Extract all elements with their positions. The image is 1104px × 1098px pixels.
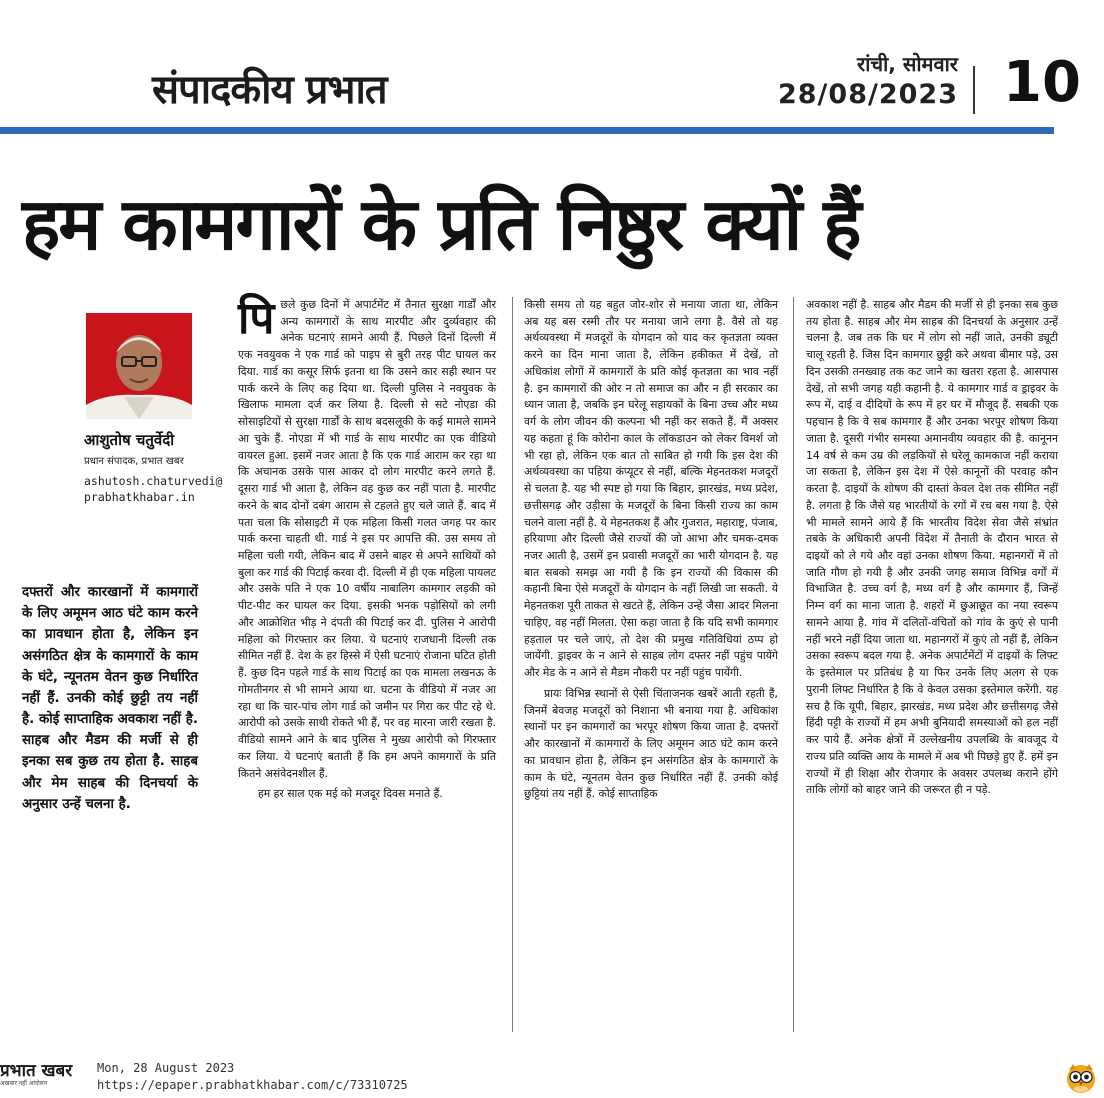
paragraph: छले कुछ दिनों में अपार्टमेंट में तैनात सुरक्षा गार्डों और अन्य कामगारों के साथ मारपीट और दुर्व्यवहार की अनेक घटनाएं सामने आयी हैं. पिछले दिनों दिल्ली में एक नवयुवक ने एक गार्ड को पाइप से बुरी तरह पीट घायल कर दिया. गार्ड का कसूर सिर्फ इतना था कि उसने कार सही स्थान पर पार्क करने के लिए कह दिया था. दिल्ली पुलिस ने नवयुवक के खिलाफ मामला दर्ज कर लिया है. दिल्ली से सटे नोएडा की सोसाइटियों से सुरक्षा गार्डों के साथ बदसलूकी के कई मामले सामने आ चुके हैं. नोएडा में भी गार्ड के साथ मारपीट का एक वीडियो वायरल हुआ. इसमें नजर आता है कि एक गार्ड आराम कर रहा था कि अचानक उसके पास आकर दो लोग मारपीट करने लगते हैं. दूसरा गार्ड भी आता है, लेकिन वह कुछ कर नहीं पाता है. मारपीट करने के बाद दोनों दबंग आराम से टहलते हुए चले जाते हैं. बाद में पता चला कि सोसाइटी में एक महिला किसी गलत जगह पर कार पार्क करना चाहती थी. गार्ड ने इस पर आपत्ति की. उस समय तो महिला चली गयी, लेकिन बाद में उसने बाहर से अपने साथियों को बुला कर गार्ड की पिटाई करवा दी. दिल्ली में ही एक महिला पायलट और उसके पति ने एक 10 वर्षीय नाबालिग कामगार लड़की को पीट-पीट कर घायल कर दिया. इसकी भनक पड़ोसियों को लगी और आक्रोशित भीड़ ने दंपती की पिटाई कर दी. पुलिस ने आरोपी महिला को गिरफ्तार कर लिया. ये घटनाएं राजधानी दिल्ली तक सीमित नहीं हैं. देश के हर हिस्से में ऐसी घटनाएं रोजाना घटित होती हैं. कुछ दिन पहले गार्ड के साथ पिटाई का एक मामला लखनऊ के गोमतीनगर से भी सामने आया था. घटना के वीडियो में नजर आ रहा था कि चार-पांच लोग गार्ड को जमीन पर गिरा कर पीट रहे थे. आरोपी को उसके साथी रोकते भी हैं, पर वह मारना जारी रखता है. वीडियो सामने आने के बाद पुलिस ने मुख्य आरोपी को गिरफ्तार कर लिया. ये घटनाएं बताती हैं कि हम अपने कामगारों के प्रति कितने असंवेदनशील हैं. <box>238 298 496 780</box>
author-email-line1: ashutosh.chaturvedi@ <box>84 474 223 488</box>
issue-date: 28/08/2023 <box>777 79 958 110</box>
logo-text: प्रभात खबर <box>0 1061 73 1081</box>
place-day: रांची, सोमवार <box>857 52 958 76</box>
footer-info <box>97 1060 408 1093</box>
author-name: आशुतोष चतुर्वेदी <box>84 431 175 449</box>
article-column-1 <box>238 293 496 803</box>
paragraph: अवकाश नहीं है. साहब और मैडम की मर्जी से ही इनका सब कुछ तय होता है. साहब और मेम साहब की दिनचर्या के अनुसार उन्हें चलना है. जब तक कि घर में लोग सो नहीं जाते, उनकी ड्यूटी चालू रहती है. जिस दिन कामगार छुट्टी करे अथवा बीमार पड़े, उस दिन उसकी तनख्वाह तक कट जाने का खतरा रहता है. आसपास देखें, तो सभी जगह यही कहानी है. ये कामगार गार्ड व ड्राइवर के रूप में, दाई व दीदियों के रूप में हर घर में मौजूद हैं. सबकी एक पहचान है कि वे सब कामगार हैं और उनका भरपूर शोषण किया जाता है. दूसरी गंभीर समस्या अमानवीय व्यवहार की है. कानूनन 14 वर्ष से कम उम्र की लड़कियों से घरेलू कामकाज नहीं कराया जा सकता है, लेकिन इस देश में ऐसे कानूनों की परवाह कौन करता है. दाइयों के शोषण की दास्तां केवल देश तक सीमित नहीं है. लगता है कि जैसे यह भारतीयों के रगों में रच बस गया है. ऐसे भी मामले सामने आये हैं कि भारतीय विदेश सेवा जैसे संभ्रांत तबके के अधिकारी अपनी विदेश में तैनाती के दौरान भारत से दाइयों को ले गये और वहां उनका शोषण किया. महानगरों में तो जाति गौण हो गयी है और उनकी जगह समाज विभिन्न वर्गों में विभाजित है. उच्च वर्ग है, मध्य वर्ग है और कामगार हैं, जिन्हें निम्न वर्ग का माना जाता है. शहरों में छुआछूत का नया स्वरूप सामने आया है. गांव में दलितों-वंचितों को गांव के कुएं से पानी नहीं भरने नहीं दिया जाता था. महानगरों में कुएं तो नहीं हैं, लेकिन उसका स्वरूप बदल गया है. अनेक अपार्टमेंटों में दाइयों के लिफ्ट के इस्तेमाल पर प्रतिबंध है या फिर उनके लिए अलग से एक पुरानी लिफ्ट निर्धारित है कि वे केवल उसका इस्तेमाल करेंगी. यह सच है कि यूपी, बिहार, झारखंड, मध्य प्रदेश और छत्तीसगढ़ जैसे हिंदी पट्टी के राज्यों में हम अभी बुनियादी समस्याओं को हल नहीं कर पाये हैं. अनेक क्षेत्रों में उल्लेखनीय उपलब्धि के बावजूद ये राज्य प्रति व्यक्ति आय के मामले में अब भी पिछड़े हुए हैं. हमें इन राज्यों में ही शिक्षा और रोजगार के अवसर उपलब्ध कराने होंगे ताकि लोगों को बाहर जाने की जरूरत ही न पड़े. <box>806 298 1058 797</box>
footer-url[interactable]: https://epaper.prabhatkhabar.com/c/73310725 <box>97 1077 408 1092</box>
paragraph: प्रायः विभिन्न स्थानों से ऐसी चिंताजनक खबरें आती रहती हैं, जिनमें बेवजह मजदूरों को निशाना भी बनाया गया है. अधिकांश स्थानों पर इन कामगारों का भरपूर शोषण किया जाता है. दफ्तरों और कारखानों में कामगारों के लिए अमूमन आठ घंटे काम करने का प्रावधान होता है, लेकिन इन असंगठित क्षेत्र के कामगारों के काम के घंटे, न्यूनतम वेतन कुछ निर्धारित नहीं हैं. उनकी कोई छुट्टियां तय नहीं हैं. कोई साप्ताहिक <box>524 686 778 801</box>
prabhat-khabar-logo[interactable] <box>0 1058 92 1092</box>
article-column-3 <box>806 297 1058 799</box>
drop-cap: पि <box>238 293 275 344</box>
author-info <box>84 430 223 505</box>
headline: हम कामगारों के प्रति निष्ठुर क्यों हैं <box>22 182 860 266</box>
owl-icon <box>1064 1060 1098 1094</box>
pull-quote: दफ्तरों और कारखानों में कामगारों के लिए अमूमन आठ घंटे काम करने का प्रावधान होता है, लेकिन इन असंगठित क्षेत्र के कामगारों के काम के घंटे, न्यूनतम वेतन कुछ निर्धारित नहीं हैं. उनकी कोई छुट्टी तय नहीं है. कोई साप्ताहिक अवकाश नहीं है. साहब और मैडम की मर्जी से ही इनका सब कुछ तय होता है. साहब और मेम साहब की दिनचर्या के अनुसार उन्हें चलना है. <box>22 585 198 812</box>
page-number: 10 <box>1003 50 1081 115</box>
footer-date: Mon, 28 August 2023 <box>97 1061 235 1075</box>
article-column-2 <box>524 297 778 803</box>
paragraph: किसी समय तो यह बहुत जोर-शोर से मनाया जाता था, लेकिन अब यह बस रस्मी तौर पर मनाया जाने लगा है. वैसे तो यह अर्थव्यवस्था में मजदूरों के योगदान को याद कर कृतज्ञता व्यक्त करने का दिन माना जाता है, लेकिन हकीकत में देखें, तो अधिकांश लोगों में कामगारों के प्रति कोई कृतज्ञता का भाव नहीं है. इन कामगारों की ओर न तो समाज का और न ही सरकार का ध्यान जाता है, जबकि इन घरेलू सहायकों के बिना उच्च और मध्य वर्ग के लोग जीवन की कल्पना भी नहीं कर सकते हैं. मैं अक्सर यह कहता हूं कि कोरोना काल के लॉकडाउन को लेकर विमर्श जो भी रहा हो, लेकिन एक बात तो साबित हो गयी कि इस देश की अर्थव्यवस्था का पहिया कंप्यूटर से नहीं, बल्कि मेहनतकश मजदूरों से चलता है. यह भी स्पष्ट हो गया कि बिहार, झारखंड, मध्य प्रदेश, छत्तीसगढ़ और उड़ीसा के मजदूरों के बिना किसी राज्य का काम चलने वाला नहीं है. ये मेहनतकश हैं और गुजरात, महाराष्ट्र, पंजाब, हरियाणा और दिल्ली जैसे राज्यों की जो आभा और चमक-दमक नजर आती है, उसमें इन प्रवासी मजदूरों का भारी योगदान है. यह बात सबको समझ आ गयी है कि इन राज्यों की विकास की कहानी बिना ऐसे मजदूरों के योगदान के नहीं लिखी जा सकती. ये मेहनतकश पूरी ताकत से खटते हैं, लेकिन उन्हें जैसा आदर मिलना चाहिए, वह नहीं मिलता. ऐसा कहा जाता है कि यदि सभी कामगार हड़ताल पर चले जाएं, तो देश की प्रमुख गतिविधियां ठप्प हो जायेंगी. ड्राइवर के न आने से साहब लोग दफ्तर नहीं पहुंच पायेंगे और मेड के न आने से मैडम नौकरी पर नहीं पहुंच पायेंगी. <box>524 298 778 680</box>
author-photo <box>86 313 192 419</box>
paragraph: हम हर साल एक मई को मजदूर दिवस मनाते हैं. <box>258 787 443 801</box>
column-rule <box>793 297 794 1032</box>
dateline <box>778 50 958 110</box>
masthead-rule <box>0 127 1054 134</box>
column-rule <box>512 297 513 1032</box>
logo-tagline: अखबार नहीं आंदोलन <box>0 1080 48 1087</box>
section-title: संपादकीय प्रभात <box>152 67 387 113</box>
author-email[interactable] <box>84 473 223 505</box>
masthead-divider <box>973 66 975 114</box>
author-role: प्रधान संपादक, प्रभात खबर <box>84 456 184 467</box>
author-email-line2: prabhatkhabar.in <box>84 490 195 505</box>
